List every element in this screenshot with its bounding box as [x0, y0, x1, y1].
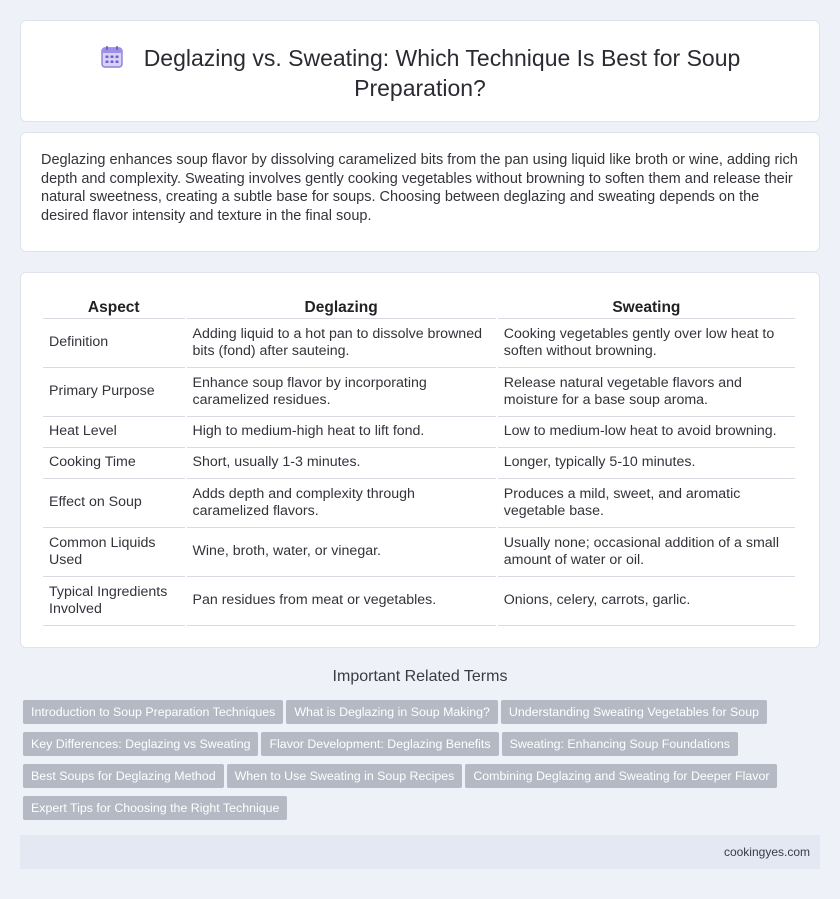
calendar-icon: [100, 45, 124, 69]
header-aspect: Aspect: [43, 295, 185, 319]
row-deglazing: High to medium-high heat to lift fond.: [187, 417, 496, 448]
related-term-link[interactable]: Expert Tips for Choosing the Right Technique: [23, 796, 287, 820]
related-term-link[interactable]: Key Differences: Deglazing vs Sweating: [23, 732, 258, 756]
row-aspect: Definition: [43, 319, 185, 368]
table-row: [43, 368, 795, 417]
table-row: [43, 319, 795, 368]
row-deglazing: Adds depth and complexity through caramelized flavors.: [187, 479, 496, 528]
related-term-link[interactable]: Flavor Development: Deglazing Benefits: [261, 732, 498, 756]
related-term-link[interactable]: Combining Deglazing and Sweating for Deeper Flavor: [465, 764, 777, 788]
header-sweating: Sweating: [498, 295, 795, 319]
row-aspect: Heat Level: [43, 417, 185, 448]
intro-card: [20, 132, 820, 252]
row-aspect: Typical Ingredients Involved: [43, 577, 185, 626]
header-deglazing: Deglazing: [187, 295, 496, 319]
table-row: [43, 577, 795, 626]
related-term-link[interactable]: Sweating: Enhancing Soup Foundations: [502, 732, 738, 756]
footer: [20, 835, 820, 869]
related-term-link[interactable]: Best Soups for Deglazing Method: [23, 764, 224, 788]
row-sweating: Onions, celery, carrots, garlic.: [498, 577, 795, 626]
row-aspect: Primary Purpose: [43, 368, 185, 417]
comparison-table: [41, 295, 797, 626]
row-aspect: Effect on Soup: [43, 479, 185, 528]
row-deglazing: Adding liquid to a hot pan to dissolve browned bits (fond) after sauteing.: [187, 319, 496, 368]
related-term-link[interactable]: When to Use Sweating in Soup Recipes: [227, 764, 463, 788]
row-deglazing: Wine, broth, water, or vinegar.: [187, 528, 496, 577]
row-sweating: Release natural vegetable flavors and moisture for a base soup aroma.: [498, 368, 795, 417]
related-term-link[interactable]: What is Deglazing in Soup Making?: [286, 700, 498, 724]
row-deglazing: Short, usually 1-3 minutes.: [187, 448, 496, 479]
row-aspect: Cooking Time: [43, 448, 185, 479]
row-sweating: Cooking vegetables gently over low heat to soften without browning.: [498, 319, 795, 368]
table-row: [43, 528, 795, 577]
table-row: [43, 417, 795, 448]
table-row: [43, 479, 795, 528]
row-deglazing: Enhance soup flavor by incorporating caramelized residues.: [187, 368, 496, 417]
row-sweating: Usually none; occasional addition of a small amount of water or oil.: [498, 528, 795, 577]
related-terms-list: [23, 700, 813, 828]
table-header-row: [43, 295, 795, 319]
page-title: Deglazing vs. Sweating: Which Technique Is Best for Soup Preparation?: [143, 45, 741, 101]
related-term-link[interactable]: Understanding Sweating Vegetables for Soup: [501, 700, 767, 724]
row-sweating: Longer, typically 5-10 minutes.: [498, 448, 795, 479]
related-terms-title: Important Related Terms: [332, 668, 508, 685]
row-sweating: Low to medium-low heat to avoid browning.: [498, 417, 795, 448]
title-card: [20, 20, 820, 122]
row-sweating: Produces a mild, sweet, and aromatic vegetable base.: [498, 479, 795, 528]
related-term-link[interactable]: Introduction to Soup Preparation Techniques: [23, 700, 283, 724]
comparison-table-card: [20, 272, 820, 648]
row-aspect: Common Liquids Used: [43, 528, 185, 577]
intro-paragraph: Deglazing enhances soup flavor by dissolving caramelized bits from the pan using liquid like broth or wine, adding rich depth and complexity. Sweating involves gently cooking vegetables without browning to soften them and release their natural sweetness, creating a subtle base for soups. Choosing between deglazing and sweating depends on the desired flavor intensity and texture in the final soup.: [41, 152, 798, 224]
table-row: [43, 448, 795, 479]
row-deglazing: Pan residues from meat or vegetables.: [187, 577, 496, 626]
footer-site-link[interactable]: cookingyes.com: [723, 845, 810, 859]
